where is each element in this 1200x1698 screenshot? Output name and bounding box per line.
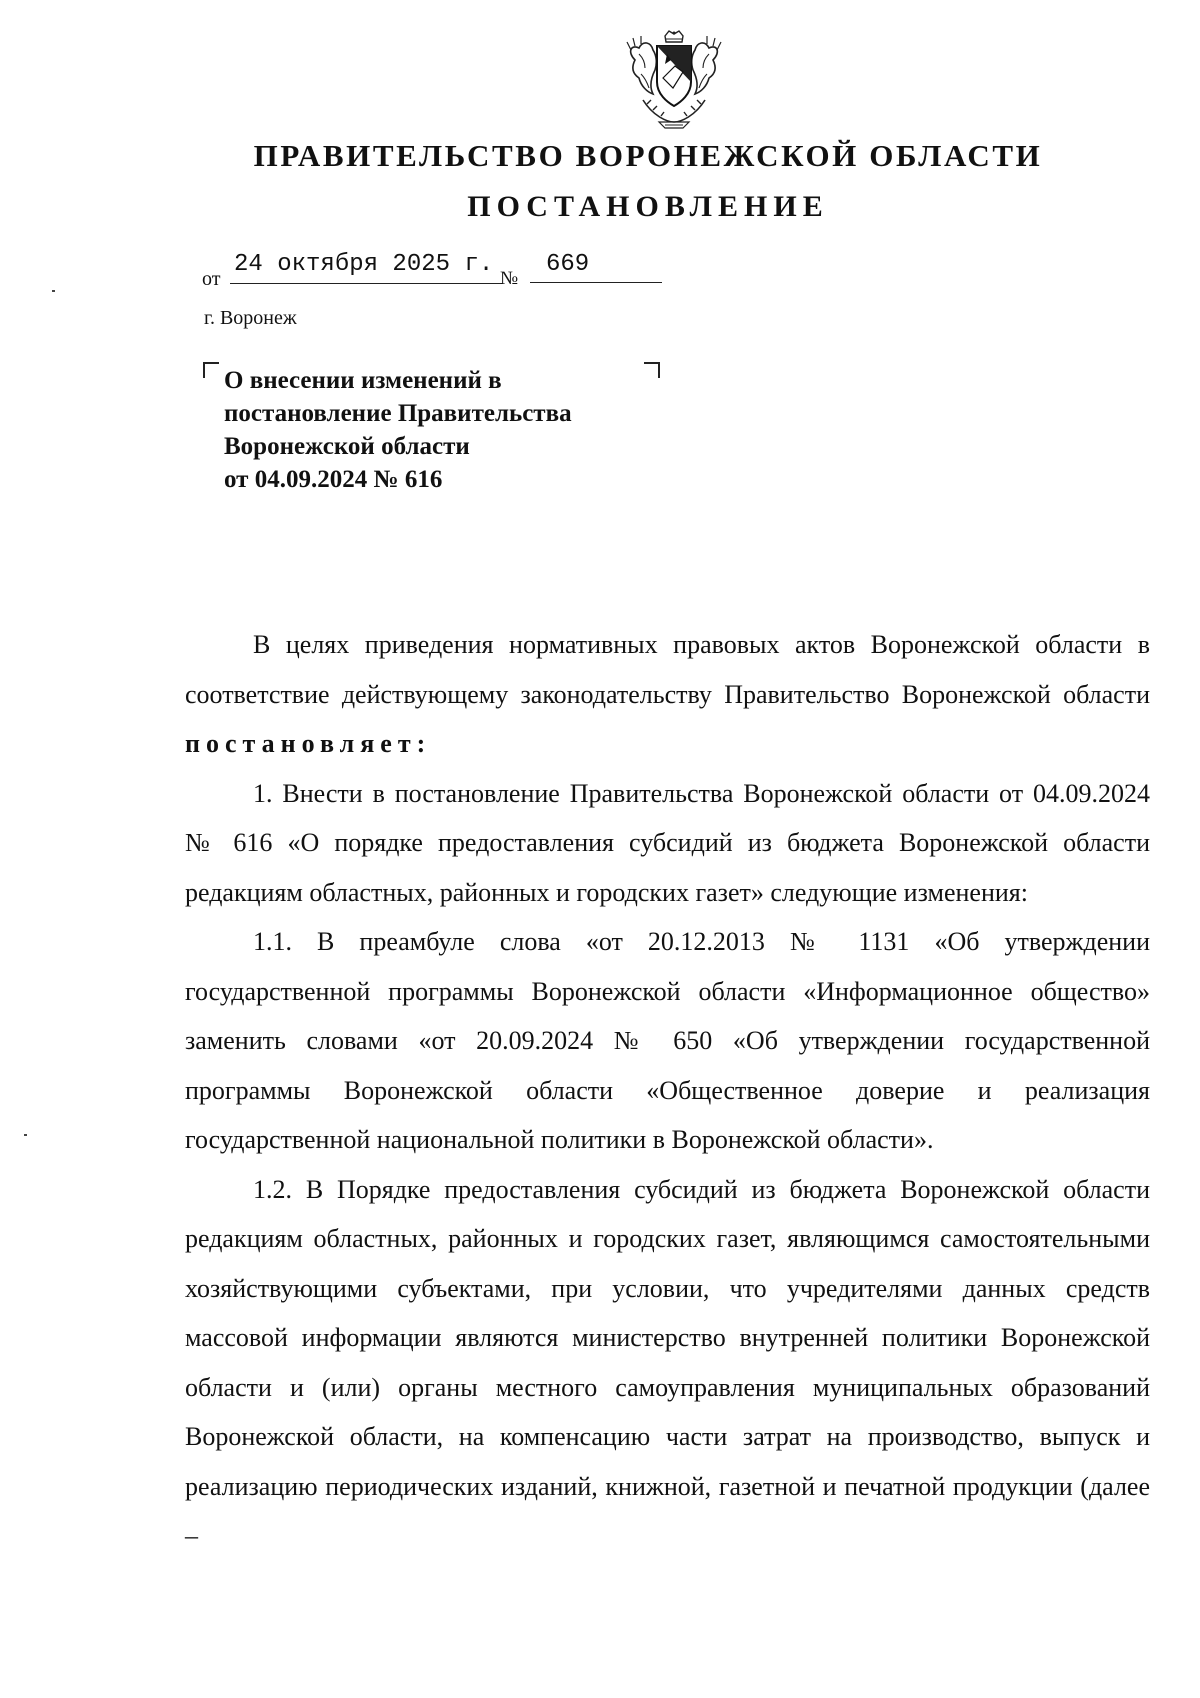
- date-prefix: от: [202, 268, 221, 290]
- scan-speck: [24, 1134, 27, 1136]
- document-date: 24 октября 2025 г.: [230, 250, 502, 284]
- date-number-line: [202, 250, 662, 290]
- subject-line: Воронежской области: [224, 433, 470, 460]
- document-body: [185, 620, 1150, 1561]
- preamble-paragraph: [185, 620, 1150, 769]
- subject-line: от 04.09.2024 № 616: [224, 466, 443, 493]
- document-number: 669: [530, 250, 662, 283]
- preamble-text: В целях приведения нормативных правовых актов Воронежской области в соответствие действующему законодательству Правительство Воронежской области: [185, 630, 1150, 709]
- organization-title: ПРАВИТЕЛЬСТВО ВОРОНЕЖСКОЙ ОБЛАСТИ: [253, 138, 1043, 173]
- document-type-title: ПОСТАНОВЛЕНИЕ: [467, 190, 829, 223]
- subject-line: постановление Правительства: [224, 400, 572, 427]
- decree-word: постановляет: [185, 729, 417, 758]
- subject-line: О внесении изменений в: [224, 367, 502, 394]
- city-label: г. Воронеж: [204, 307, 297, 329]
- body-paragraph: 1.1. В преамбуле слова «от 20.12.2013 № 1131 «Об утверждении государственной программы Воронежской области «Информационное общество» заменить словами «от 20.09.2024 № 650 «Об утверждении государственной программы Воронежской области «Общественное доверие и реализация государственной национальной политики в Воронежской области».: [185, 927, 1150, 1154]
- subject-corner-top-right: [644, 362, 660, 378]
- body-paragraph: 1.2. В Порядке предоставления субсидий из бюджета Воронежской области редакциям областных, районных и городских газет, являющимся самостоятельными хозяйствующими субъектами, при условии, что учредителями данных средств массовой информации являются министерство внутренней политики Воронежской области и (или) органы местного самоуправления муниципальных образований Воронежской области, на компенсацию части затрат на производство, выпуск и реализацию периодических изданий, книжной, газетной и печатной продукции (далее –: [185, 1174, 1150, 1550]
- number-prefix: №: [500, 268, 519, 289]
- subject-corner-top-left: [203, 362, 219, 378]
- body-paragraph: 1. Внести в постановление Правительства Воронежской области от 04.09.2024 № 616 «О порядке предоставления субсидий из бюджета Воронежской области редакциям областных, районных и городских газет» следующие изменения:: [185, 778, 1150, 907]
- scan-speck: [52, 290, 55, 292]
- document-subject: [224, 364, 644, 496]
- coat-of-arms-icon: [623, 30, 725, 130]
- decree-colon: :: [416, 729, 432, 758]
